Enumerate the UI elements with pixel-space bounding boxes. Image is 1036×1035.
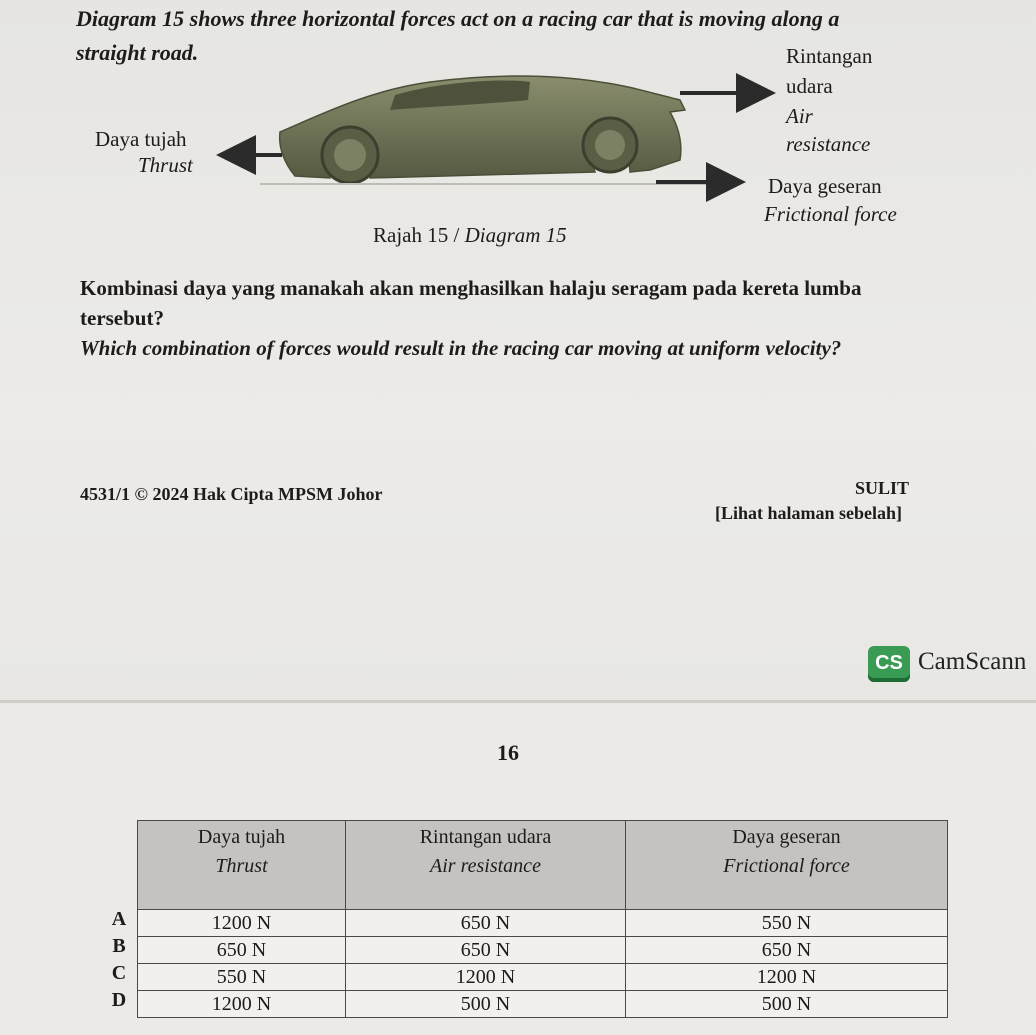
cell-friction: 650 N [626,937,948,964]
option-d-letter[interactable]: D [111,989,127,1011]
cell-thrust: 650 N [138,937,346,964]
question-intro: Diagram 15 shows three horizontal forces act on a racing car that is moving along a straight road. [76,6,840,65]
answer-options-table-wrap [111,820,947,1018]
air-label-ms-2: udara [786,74,833,98]
cell-thrust: 550 N [138,964,346,991]
cell-air: 650 N [346,910,626,937]
friction-label-ms: Daya geseran [768,174,882,198]
question-malay: Kombinasi daya yang manakah akan menghasilkan halaju seragam pada kereta lumba tersebut? [80,276,862,330]
answer-options-table [137,820,948,1018]
header-air-en: Air resistance [430,855,541,877]
caption-en: Diagram 15 [464,223,567,247]
cell-friction: 550 N [626,910,948,937]
footer-sulit: SULIT [855,478,910,498]
page-number: 16 [497,740,519,765]
thrust-label-en: Thrust [138,153,193,177]
option-c-letter[interactable]: C [111,962,127,984]
camscanner-watermark: CamScann [918,648,1027,675]
cell-air: 650 N [346,937,626,964]
header-thrust-en: Thrust [215,855,268,877]
table-row [138,937,948,964]
table-header-row [138,821,948,910]
table-row [138,910,948,937]
header-thrust-ms: Daya tujah [197,826,286,848]
header-thrust [138,821,346,910]
air-label-en-1: Air [786,104,813,128]
cell-friction: 500 N [626,991,948,1018]
header-air-ms: Rintangan udara [419,826,552,848]
cell-friction: 1200 N [626,964,948,991]
camscanner-logo-icon: CS [868,646,910,682]
header-friction-en: Frictional force [723,855,850,877]
diagram-caption [373,220,567,250]
table-row [138,964,948,991]
air-label-ms-1: Rintangan [786,44,873,68]
air-label-en-2: resistance [786,132,871,156]
racing-car-diagram [200,60,780,210]
cell-thrust: 1200 N [138,991,346,1018]
header-friction-ms: Daya geseran [732,826,841,848]
caption-ms: Rajah 15 / [373,223,465,247]
footer-next-page: [Lihat halaman sebelah] [715,503,903,523]
friction-label-en: Frictional force [764,202,897,226]
question-english: Which combination of forces would result in the racing car moving at uniform velocity? [80,336,842,360]
option-a-letter[interactable]: A [111,908,127,930]
thrust-label-ms: Daya tujah [95,127,187,151]
header-friction [626,821,948,910]
cell-air: 1200 N [346,964,626,991]
option-b-letter[interactable]: B [112,935,126,957]
cell-thrust: 1200 N [138,910,346,937]
footer-copyright: 4531/1 © 2024 Hak Cipta MPSM Johor [80,484,383,504]
cell-air: 500 N [346,991,626,1018]
table-row [138,991,948,1018]
header-air-resistance [346,821,626,910]
